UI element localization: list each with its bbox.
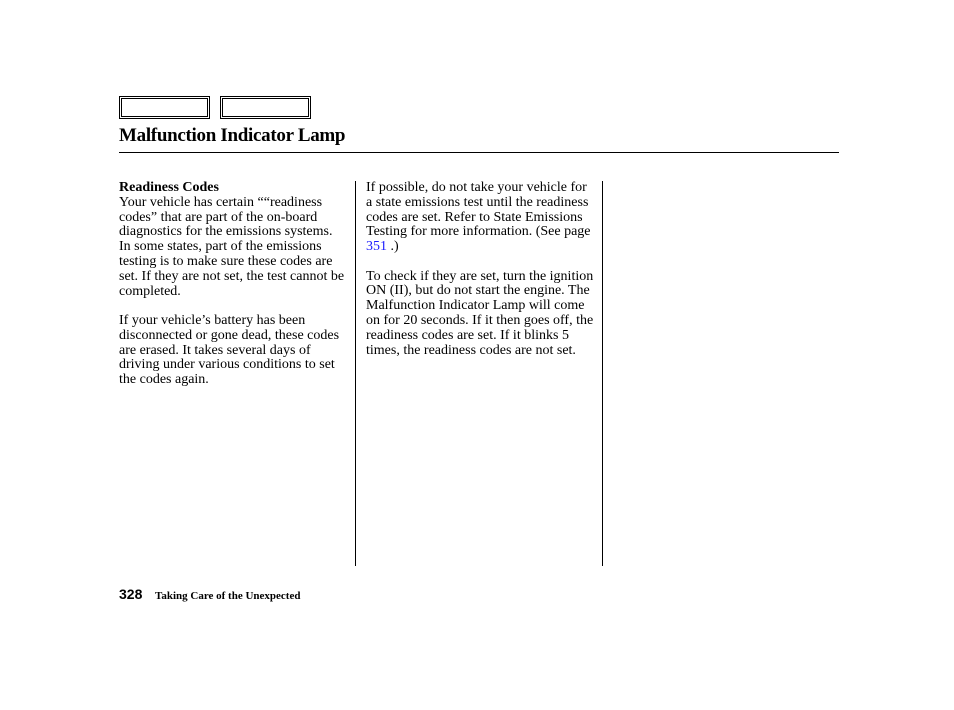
title-divider xyxy=(119,152,839,153)
index-button[interactable] xyxy=(220,96,311,119)
page-number: 328 xyxy=(119,586,143,602)
middle-paragraph-1-end: .) xyxy=(387,239,399,255)
section-title: Taking Care of the Unexpected xyxy=(155,590,301,602)
page-title: Malfunction Indicator Lamp xyxy=(119,125,346,146)
middle-paragraph-1-text: If possible, do not take your vehicle for a state emissions test until the readiness codes are set. Refer to State Emissions Testing for more information. (See page xyxy=(366,180,591,240)
column-divider-1 xyxy=(355,181,356,566)
middle-paragraph-2: To check if they are set, turn the ignition ON (II), but do not start the engine. The Malfunction Indicator Lamp will come on for 20 seconds. If it then goes off, the readiness codes are set. If it blinks 5 times, the readiness codes are not set. xyxy=(366,268,594,358)
left-paragraph-2: If your vehicle’s battery has been disconnected or gone dead, these codes are erased. It takes several days of driving under various conditions to set the codes again. xyxy=(119,312,340,388)
left-paragraph-1: Your vehicle has certain ““readiness codes” that are part of the on-board diagnostics for the emissions systems. In some states, part of the emissions testing is to make sure these codes are set. If they are not set, the test cannot be completed. xyxy=(119,194,345,299)
main-menu-button[interactable] xyxy=(119,96,210,119)
left-column xyxy=(119,181,347,403)
middle-paragraph-1 xyxy=(366,181,596,255)
column-divider-2 xyxy=(602,181,603,566)
readiness-codes-heading: Readiness Codes xyxy=(119,180,219,195)
middle-column xyxy=(366,181,596,373)
page-351-link[interactable]: 351 xyxy=(366,239,387,255)
